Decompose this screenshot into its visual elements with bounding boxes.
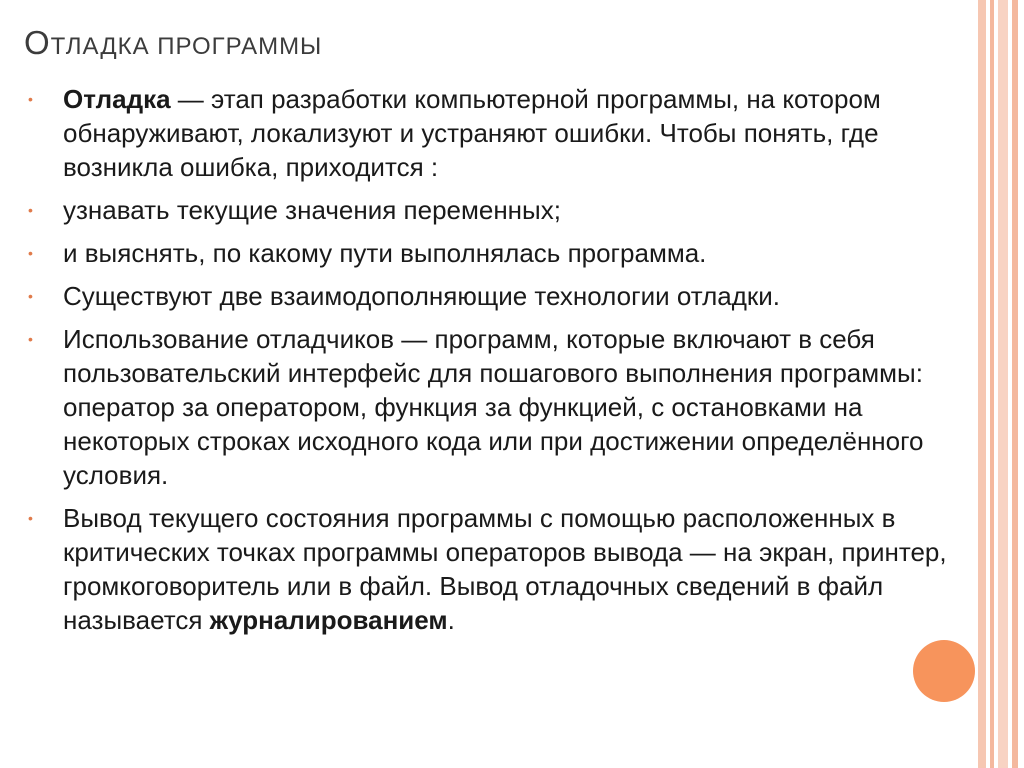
decorative-stripe	[978, 0, 986, 768]
bullet-text: Существуют две взаимодополняющие технологии отладки.	[63, 281, 780, 311]
bullet-list	[28, 82, 968, 646]
title-first-letter: О	[24, 24, 51, 61]
bullet-marker: •	[28, 510, 33, 526]
bullet-marker: •	[28, 91, 33, 107]
bullet-item	[28, 501, 968, 637]
decorative-stripe	[990, 0, 994, 768]
bullet-item	[28, 322, 968, 492]
bullet-item	[28, 82, 968, 184]
bullet-marker: •	[28, 331, 33, 347]
term-bold: Отладка	[63, 84, 171, 114]
title-rest: ТЛАДКА ПРОГРАММЫ	[50, 33, 323, 60]
decorative-stripe	[1012, 0, 1018, 768]
decorative-circle	[913, 640, 975, 702]
bullet-text: узнавать текущие значения переменных;	[63, 195, 561, 225]
term-bold: журналированием	[209, 605, 448, 635]
bullet-text: Вывод текущего состояния программы с помощью расположенных в критических точках программы операторов вывода — на экран, принтер, громкоговоритель или в файл. Вывод отладочных сведений в файл называется	[63, 503, 947, 635]
bullet-item	[28, 279, 968, 313]
bullet-marker: •	[28, 288, 33, 304]
bullet-marker: •	[28, 245, 33, 261]
bullet-punct: .	[447, 605, 455, 635]
bullet-text: и выяснять, по какому пути выполнялась программа.	[63, 238, 707, 268]
bullet-text: Использование отладчиков — программ, которые включают в себя пользовательский интерфейс для пошагового выполнения программы: оператор за оператором, функция за функцией, с остановками на некоторых строках исходного кода или при достижении определённого условия.	[63, 324, 924, 490]
slide-title	[24, 24, 322, 62]
decorative-stripe	[998, 0, 1008, 768]
bullet-item	[28, 236, 968, 270]
bullet-marker: •	[28, 202, 33, 218]
bullet-item	[28, 193, 968, 227]
bullet-text: — этап разработки компьютерной программы, на котором обнаруживают, локализуют и устраняют ошибки. Чтобы понять, где возникла ошибка, приходится :	[63, 84, 881, 182]
